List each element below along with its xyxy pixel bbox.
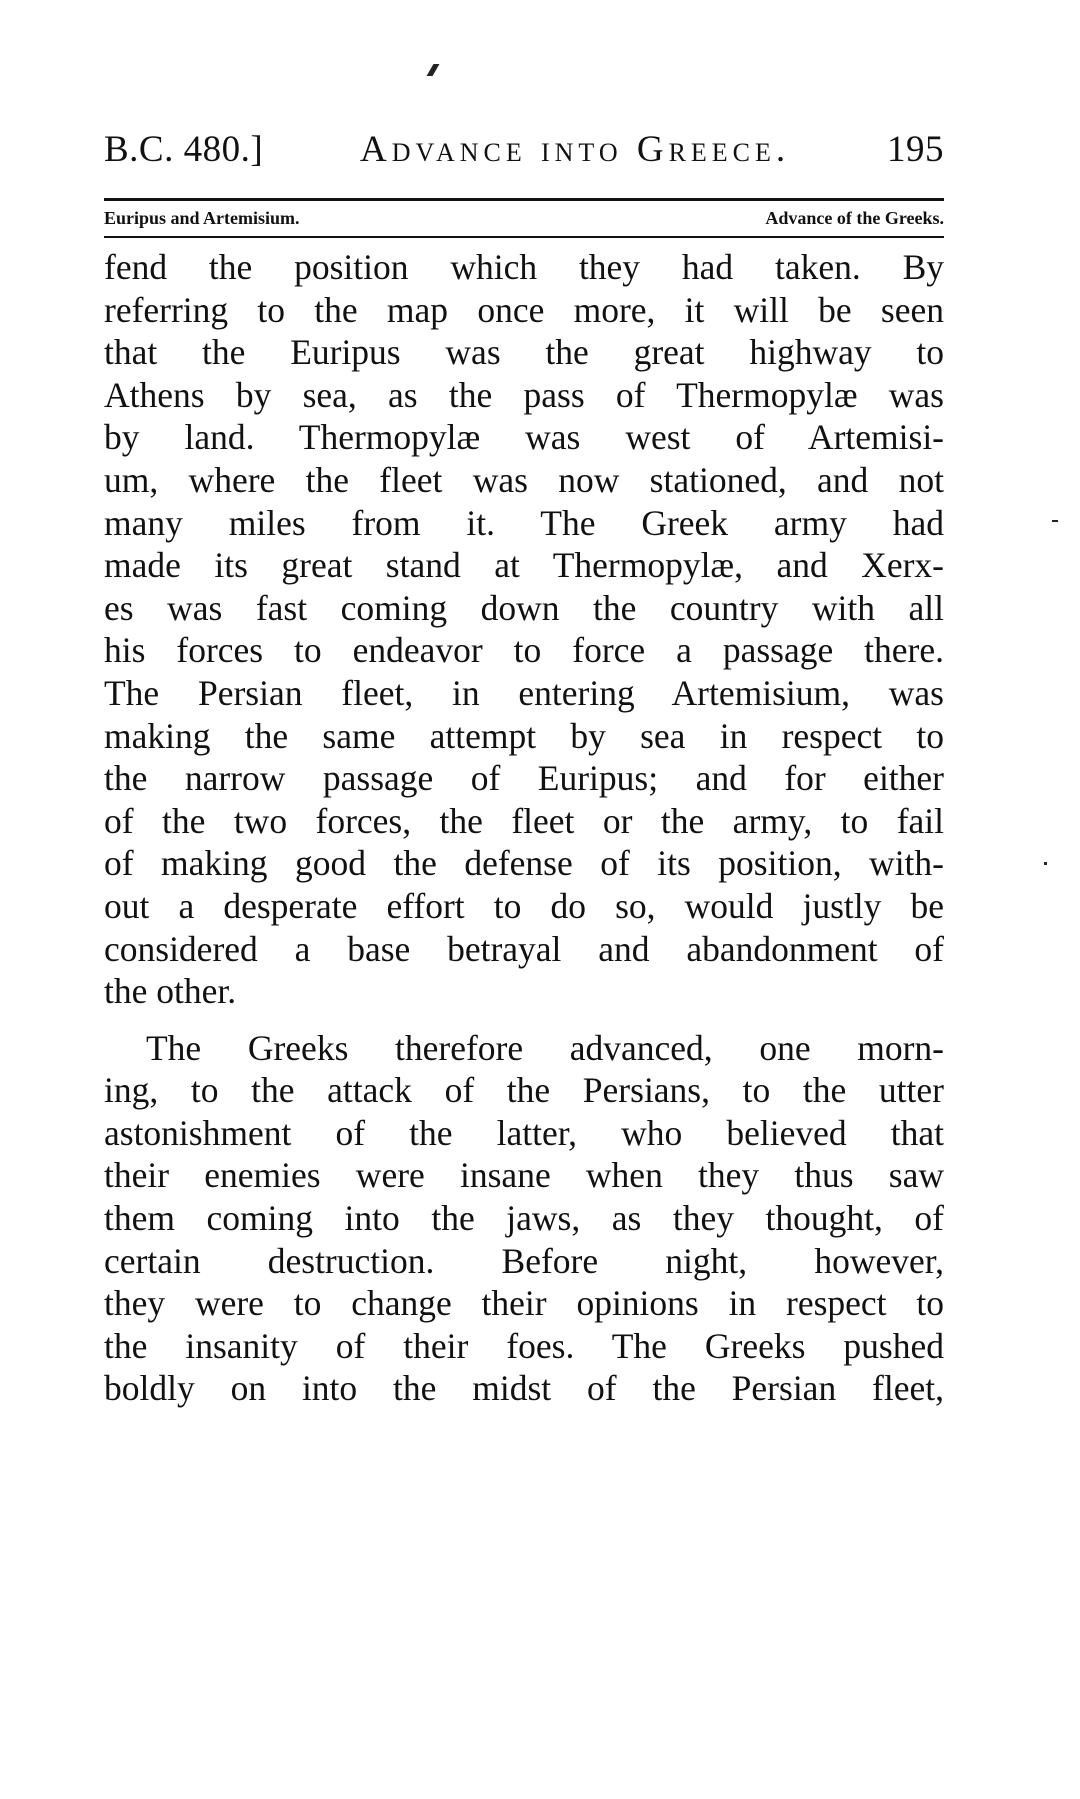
running-head-date: B.C. 480.] bbox=[104, 129, 264, 170]
text-line: the narrow passage of Euripus; and for either bbox=[104, 758, 944, 799]
page-number: 195 bbox=[887, 129, 944, 170]
text-line: made its great stand at Thermopylæ, and Xerx- bbox=[104, 545, 944, 586]
text-line: es was fast coming down the country with all bbox=[104, 587, 944, 628]
text-line: considered a base betrayal and abandonment of bbox=[104, 928, 944, 969]
header-rule-top bbox=[104, 198, 944, 201]
text-line: their enemies were insane when they thus saw bbox=[104, 1155, 944, 1196]
text-line: The Greeks therefore advanced, one morn- bbox=[146, 1027, 944, 1068]
text-line: the other. bbox=[104, 971, 237, 1012]
running-head-title: Advance into Greece. bbox=[360, 129, 791, 170]
text-line: astonishment of the latter, who believed that bbox=[104, 1112, 944, 1153]
text-line: by land. Thermopylæ was west of Artemisi- bbox=[104, 417, 944, 458]
text-line: them coming into the jaws, as they thought, of bbox=[104, 1198, 944, 1239]
text-line: of the two forces, the fleet or the army, to fail bbox=[104, 800, 944, 841]
text-line: his forces to endeavor to force a passage there. bbox=[104, 630, 944, 671]
text-line: boldly on into the midst of the Persian fleet, bbox=[104, 1368, 944, 1409]
paragraph-gap bbox=[104, 1013, 944, 1027]
text-line: The Persian fleet, in entering Artemisium, was bbox=[104, 672, 944, 713]
side-note-left: Euripus and Artemisium. bbox=[104, 207, 300, 228]
side-note-right: Advance of the Greeks. bbox=[765, 207, 944, 228]
text-line: fend the position which they had taken. By bbox=[104, 247, 944, 287]
text-line: referring to the map once more, it will be seen bbox=[104, 289, 944, 330]
text-line: Athens by sea, as the pass of Thermopylæ was bbox=[104, 374, 944, 415]
running-head bbox=[104, 128, 944, 178]
text-line: um, where the fleet was now stationed, and not bbox=[104, 459, 944, 500]
text-line: many miles from it. The Greek army had bbox=[104, 502, 944, 543]
text-line: out a desperate effort to do so, would justly be bbox=[104, 885, 944, 926]
body-text bbox=[104, 246, 944, 1410]
ink-speck bbox=[1044, 862, 1047, 865]
paragraph-2 bbox=[104, 1027, 944, 1410]
text-line: ing, to the attack of the Persians, to the utter bbox=[104, 1070, 944, 1111]
text-line: that the Euripus was the great highway to bbox=[104, 332, 944, 373]
text-line: making the same attempt by sea in respect to bbox=[104, 715, 944, 756]
text-line: certain destruction. Before night, however, bbox=[104, 1240, 944, 1281]
header-rule-bottom bbox=[104, 236, 944, 238]
side-notes bbox=[104, 204, 944, 232]
text-line: of making good the defense of its position, with- bbox=[104, 843, 944, 884]
ink-speck bbox=[1052, 520, 1058, 522]
ink-speck bbox=[427, 64, 440, 76]
text-line: they were to change their opinions in respect to bbox=[104, 1283, 944, 1324]
paragraph-1 bbox=[104, 246, 944, 1013]
text-line: the insanity of their foes. The Greeks pushed bbox=[104, 1325, 944, 1366]
